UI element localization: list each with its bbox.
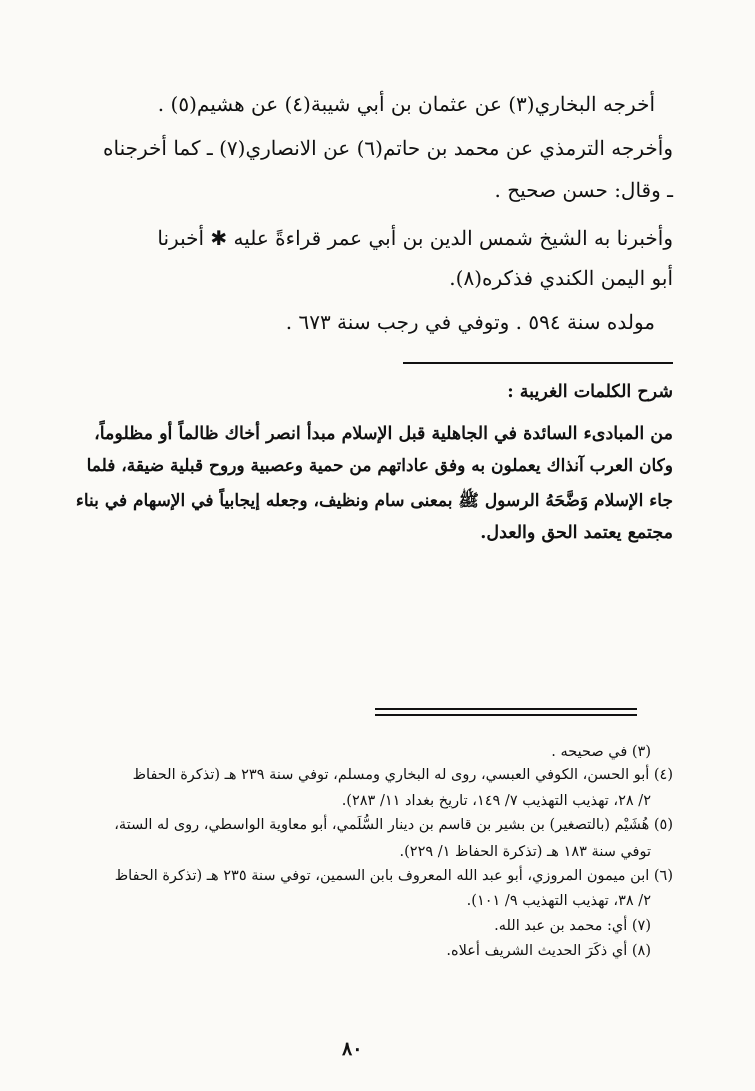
- footnote-5-line-1: (٥) هُشَيْم (بالتصغير) بن بشير بن قاسم بن دينار السُّلَمي، أبو معاوية الواسطي، روى له الستة،: [114, 817, 673, 833]
- footnote-4-line-2: ٢/ ٢٨، تهذيب التهذيب ٧/ ١٤٩، تاريخ بغداد ١١/ ٢٨٣).: [341, 793, 651, 809]
- footnote-6-line-1: (٦) ابن ميمون المروزي، أبو عبد الله المعروف بابن السمين، توفي سنة ٢٣٥ هـ (تذكرة الحفاظ: [114, 868, 673, 884]
- glossary-line-1: من المبادىء السائدة في الجاهلية قبل الإسلام مبدأ انصر أخاك ظالماً أو مظلوماً،: [94, 424, 673, 444]
- glossary-line-2: وكان العرب آنذاك يعملون به وفق عاداتهم من حمية وعصبية وروح قبلية ضيقة، فلما: [86, 456, 673, 476]
- footnote-separator-bottom: [375, 714, 637, 716]
- footnote-4-line-1: (٤) أبو الحسن، الكوفي العبسي، روى له البخاري ومسلم، توفي سنة ٢٣٩ هـ (تذكرة الحفاظ: [132, 767, 673, 783]
- glossary-line-4: مجتمع يعتمد الحق والعدل.: [480, 523, 673, 543]
- footnote-6-line-2: ٢/ ٣٨، تهذيب التهذيب ٩/ ١٠١).: [466, 893, 651, 909]
- main-text-line-2: وأخرجه الترمذي عن محمد بن حاتم(٦) عن الانصاري(٧) ـ كما أخرجناه: [103, 136, 673, 160]
- footnote-separator-top: [375, 708, 637, 710]
- footnote-5-line-2: توفي سنة ١٨٣ هـ (تذكرة الحفاظ ١/ ٢٢٩).: [399, 844, 651, 860]
- glossary-heading: شرح الكلمات الغريبة :: [507, 382, 673, 402]
- page-number: ٨٠: [342, 1038, 363, 1060]
- main-text-line-5: أبو اليمن الكندي فذكره(٨).: [449, 266, 673, 290]
- glossary-line-3: جاء الإسلام وَضَّحَهُ الرسول ﷺ بمعنى سام ونظيف، وجعله إيجابياً في الإسهام في بناء: [75, 491, 673, 511]
- main-text-line-4: وأخبرنا به الشيخ شمس الدين بن أبي عمر قراءةً عليه ✱ أخبرنا: [157, 226, 673, 250]
- footnote-3: (٣) في صحيحه .: [551, 744, 651, 760]
- main-text-line-1: أخرجه البخاري(٣) عن عثمان بن أبي شيبة(٤) عن هشيم(٥) .: [157, 92, 655, 116]
- main-text-line-3: ـ وقال: حسن صحيح .: [494, 178, 673, 202]
- footnote-8: (٨) أي ذكَرَ الحديث الشريف أعلاه.: [446, 943, 651, 959]
- footnote-7: (٧) أي: محمد بن عبد الله.: [494, 918, 651, 934]
- section-divider: [403, 362, 673, 364]
- main-text-line-6: مولده سنة ٥٩٤ . وتوفي في رجب سنة ٦٧٣ .: [285, 310, 655, 334]
